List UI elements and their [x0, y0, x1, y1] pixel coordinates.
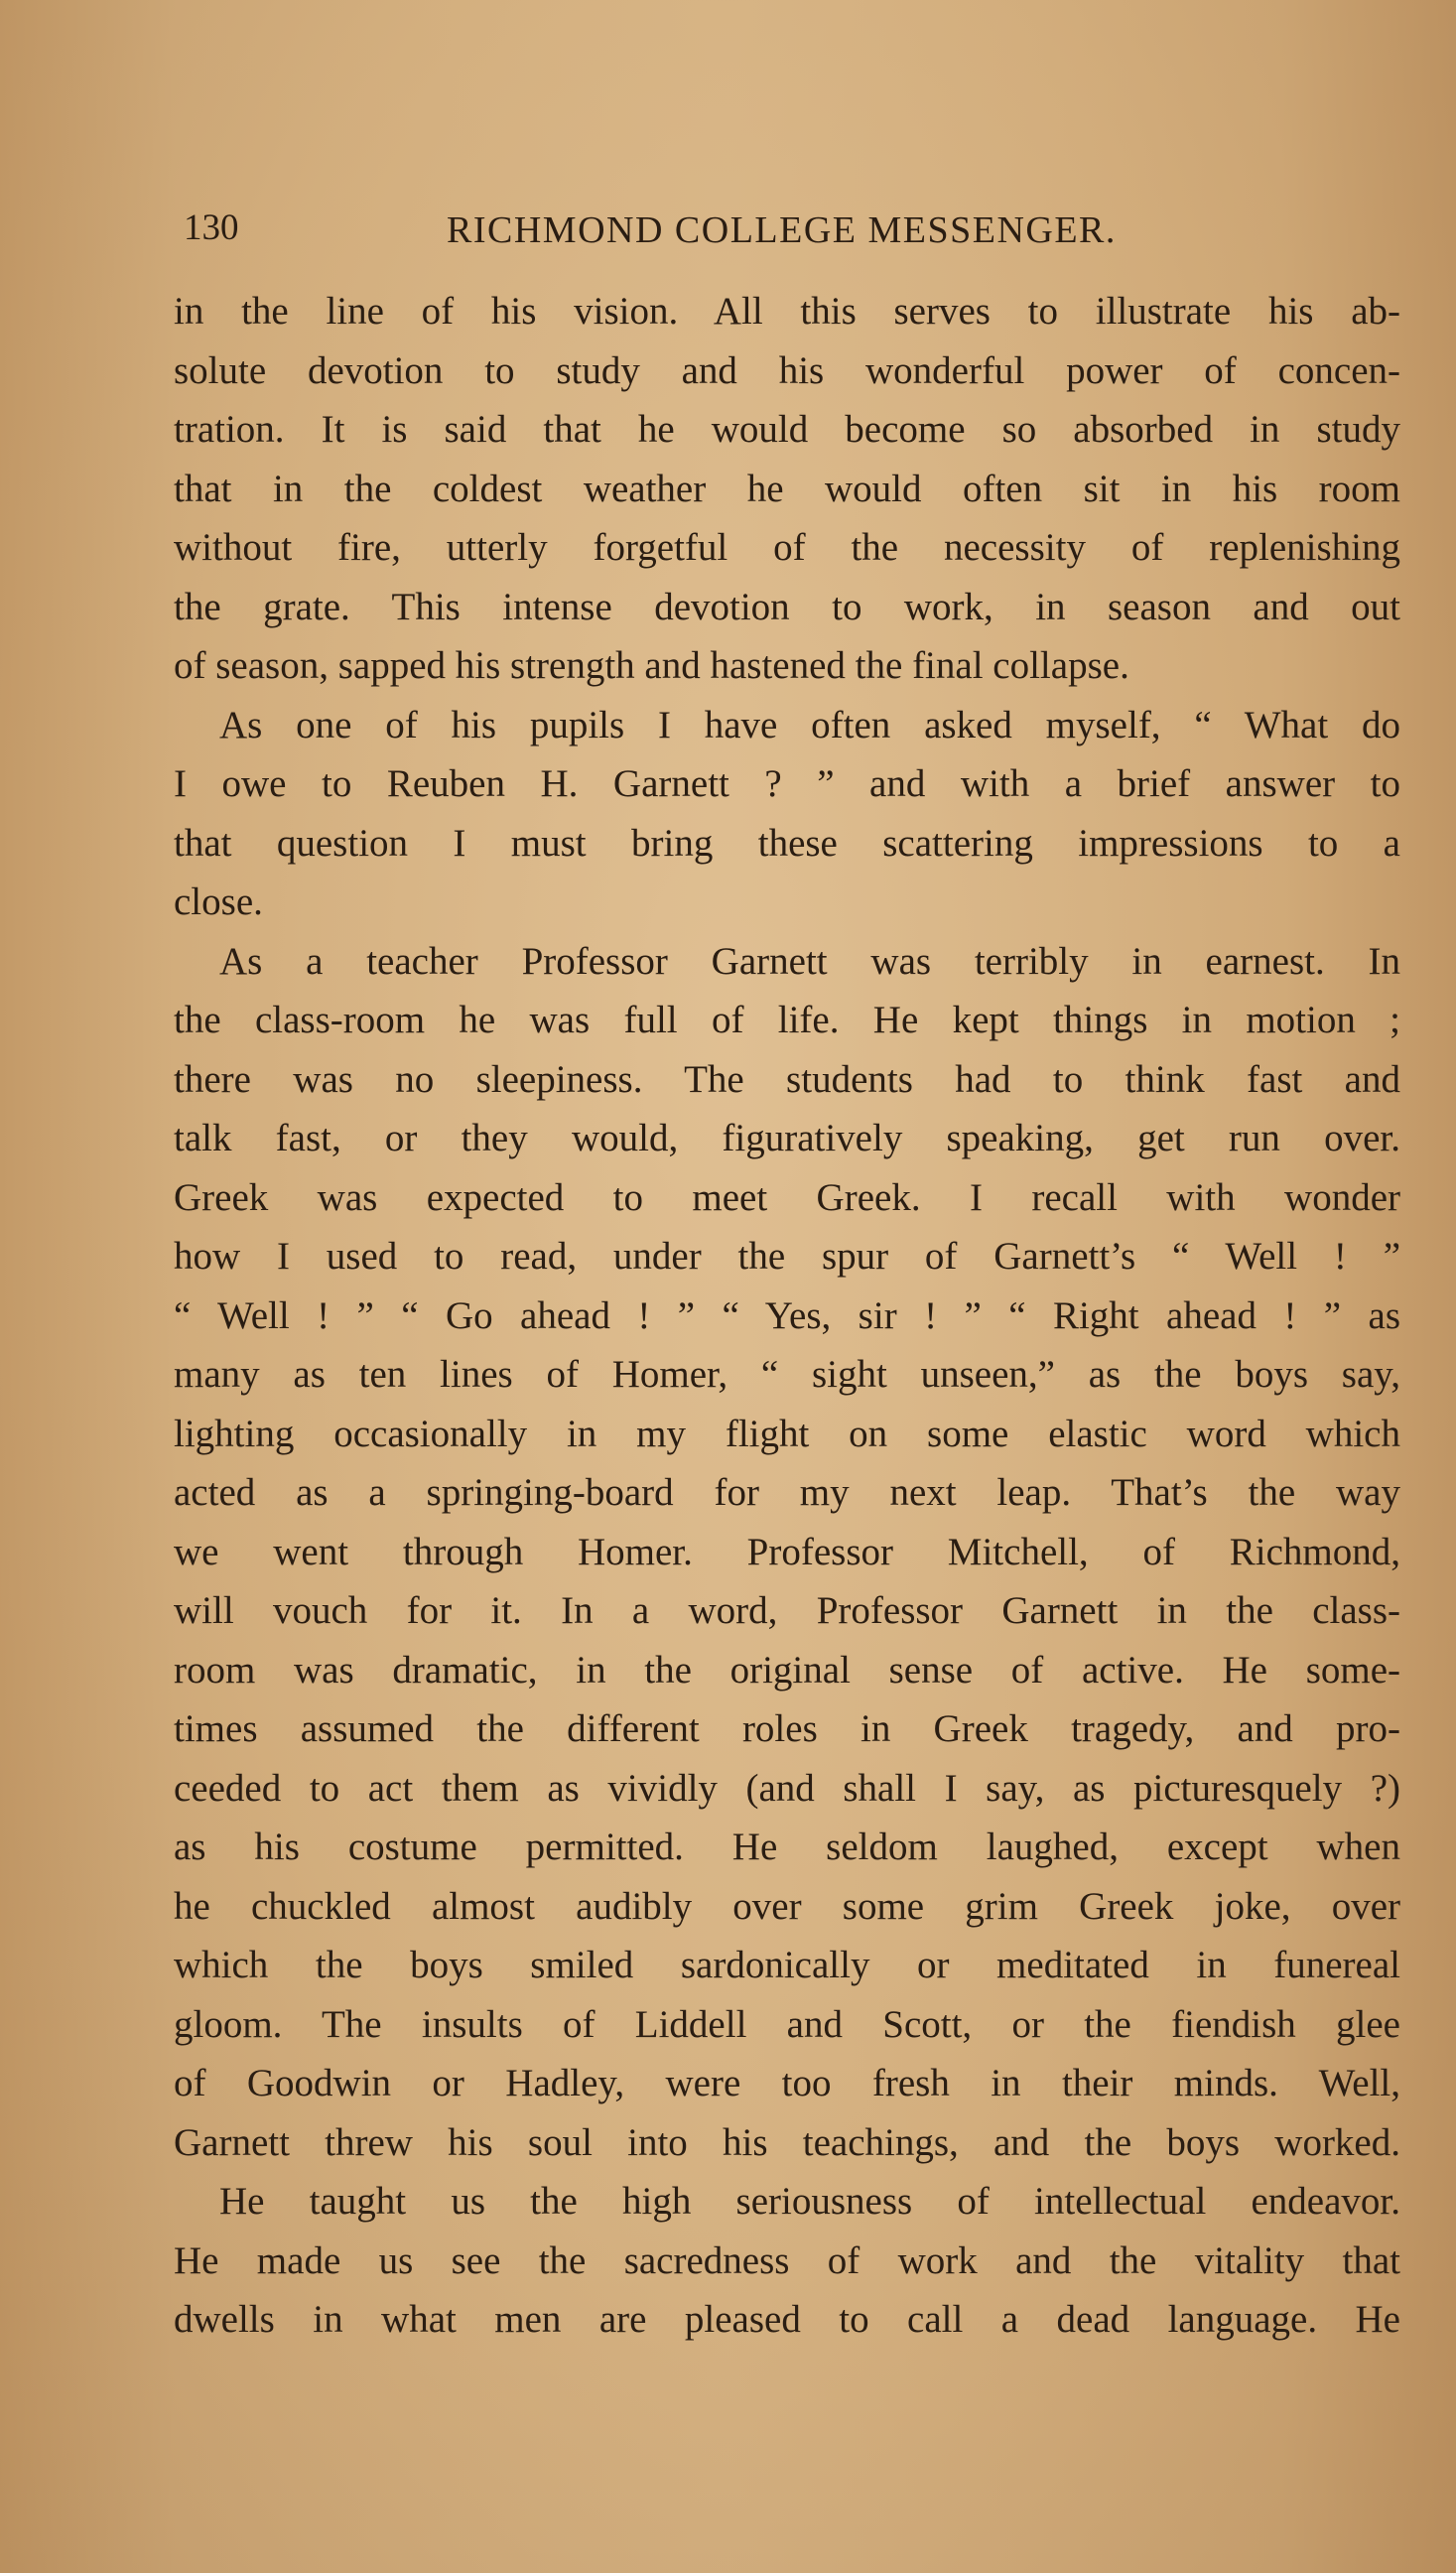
text-line: solute devotion to study and his wonderful power of concen- — [174, 348, 1400, 392]
text-line: of Goodwin or Hadley, were too fresh in their minds. Well, — [174, 2062, 1400, 2104]
text-line: how I used to read, under the spur of Garnett’s “ Well ! ” — [174, 1235, 1400, 1278]
text-line: Garnett threw his soul into his teachings, and the boys worked. — [174, 2120, 1400, 2164]
text-line: Greek was expected to meet Greek. I recall with wonder — [174, 1175, 1400, 1219]
text-line: He made us see the sacredness of work and the vitality that — [174, 2238, 1400, 2282]
text-line: room was dramatic, in the original sense of active. He some- — [174, 1648, 1400, 1692]
text-line: ceeded to act them as vividly (and shall I say, as picturesquely ?) — [174, 1766, 1400, 1810]
text-line: there was no sleepiness. The students had to think fast and — [174, 1057, 1400, 1101]
text-line: as his costume permitted. He seldom laughed, except when — [174, 1826, 1400, 1868]
text-line: many as ten lines of Homer, “ sight unseen,” as the boys say, — [174, 1353, 1400, 1396]
text-line: times assumed the different roles in Greek tragedy, and pro- — [174, 1707, 1400, 1750]
text-line: gloom. The insults of Liddell and Scott, or the fiendish glee — [174, 2002, 1400, 2046]
text-line: talk fast, or they would, figuratively speaking, get run over. — [174, 1117, 1400, 1159]
text-line: will vouch for it. In a word, Professor Garnett in the class- — [174, 1589, 1400, 1632]
text-line: tration. It is said that he would become so absorbed in study — [174, 408, 1400, 451]
text-line: the grate. This intense devotion to work, in season and out — [174, 585, 1400, 628]
text-line: acted as a springing-board for my next leap. That’s the way — [174, 1471, 1400, 1514]
body-text — [174, 282, 1400, 2350]
page-number: 130 — [184, 207, 239, 248]
text-line: dwells in what men are pleased to call a dead language. He — [174, 2298, 1400, 2341]
text-line: of season, sapped his strength and hastened the final collapse. — [174, 644, 1129, 687]
text-line: that question I must bring these scattering impressions to a — [174, 821, 1400, 865]
text-line: that in the coldest weather he would often sit in his room — [174, 467, 1400, 510]
page-header — [174, 206, 1404, 266]
text-line: “ Well ! ” “ Go ahead ! ” “ Yes, sir ! ” “ Right ahead ! ” as — [174, 1293, 1400, 1337]
running-head: RICHMOND COLLEGE MESSENGER. — [447, 209, 1117, 251]
text-line: lighting occasionally in my flight on some elastic word which — [174, 1412, 1400, 1455]
text-line: he chuckled almost audibly over some grim Greek joke, over — [174, 1884, 1400, 1928]
text-line: As one of his pupils I have often asked myself, “ What do — [219, 703, 1400, 746]
text-line: without fire, utterly forgetful of the necessity of replenishing — [174, 526, 1400, 569]
text-line: I owe to Reuben H. Garnett ? ” and with a brief answer to — [174, 762, 1400, 805]
text-line: He taught us the high seriousness of intellectual endeavor. — [219, 2180, 1400, 2223]
text-line: in the line of his vision. All this serves to illustrate his ab- — [174, 290, 1400, 333]
text-line: the class-room he was full of life. He kept things in motion ; — [174, 999, 1400, 1041]
text-line: which the boys smiled sardonically or meditated in funereal — [174, 1944, 1400, 1986]
text-line: we went through Homer. Professor Mitchell, of Richmond, — [174, 1530, 1400, 1573]
text-line: As a teacher Professor Garnett was terribly in earnest. In — [219, 939, 1400, 983]
text-line: close. — [174, 880, 263, 923]
